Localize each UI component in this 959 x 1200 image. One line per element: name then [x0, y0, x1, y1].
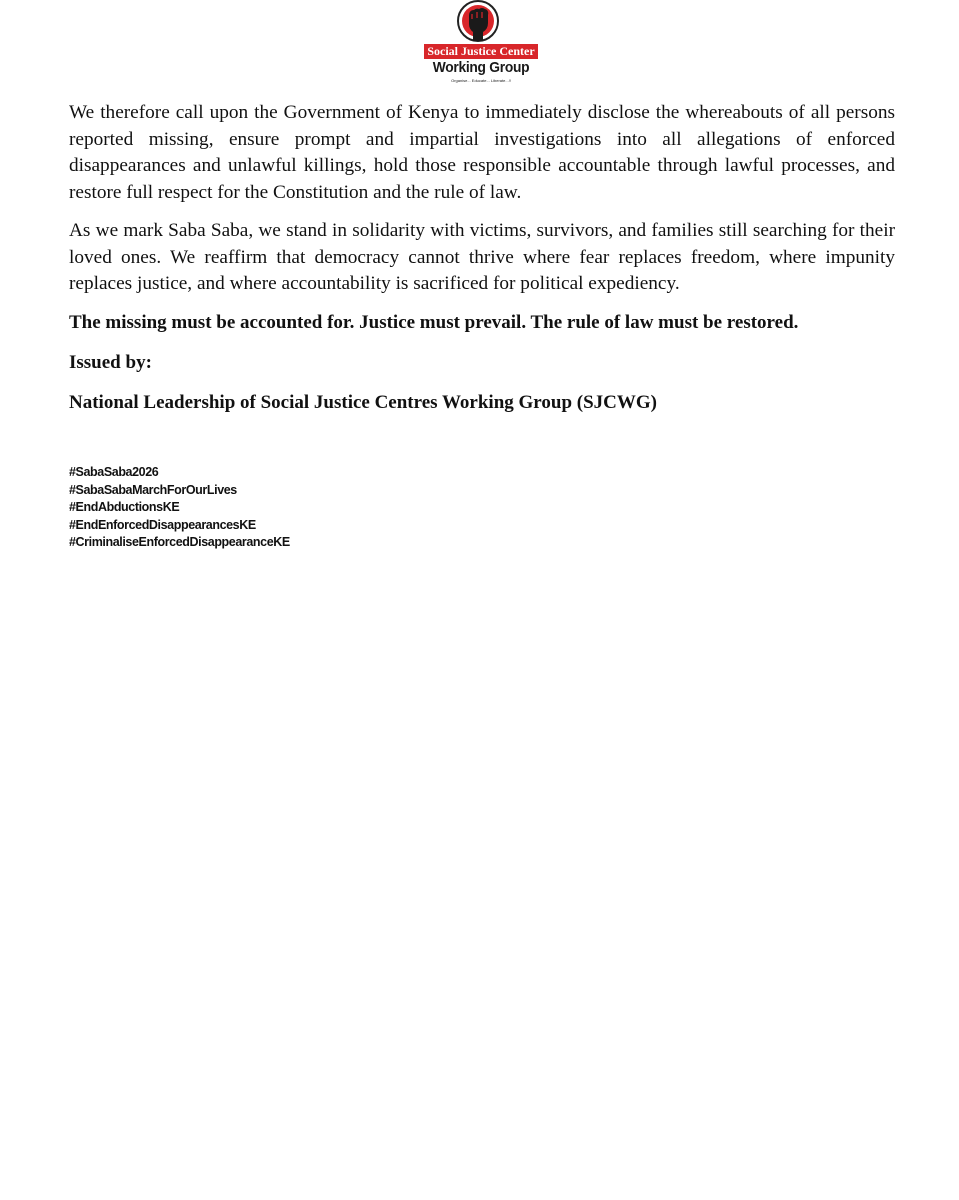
- logo-banner: Social Justice Center: [424, 44, 538, 59]
- hashtag: #SabaSabaMarchForOurLives: [69, 482, 237, 497]
- issuer-name: National Leadership of Social Justice Centres Working Group (SJCWG): [69, 391, 657, 413]
- issued-by-label: Issued by:: [69, 351, 152, 373]
- organization-logo: [418, 0, 544, 88]
- logo-tagline: Organise... Educate... Liberate...!!: [451, 78, 511, 83]
- raised-fist-icon: [452, 0, 504, 44]
- logo-subtitle: Working Group: [432, 59, 530, 76]
- hashtag: #EndAbductionsKE: [69, 500, 180, 515]
- hashtag: #SabaSaba2026: [69, 465, 159, 479]
- hashtag: #EndEnforcedDisappearancesKE: [69, 517, 256, 532]
- paragraph-call-to-action: We therefore call upon the Government of Kenya to immediately disclose the whereabouts of all persons reported missing, ensure prompt and impartial investigations into all allegations of enforced disappearances and unlawful killings, hold those responsible accountable through lawful processes, and restore full respect for the Constitution and the rule of law.: [69, 102, 895, 203]
- paragraph-solidarity: As we mark Saba Saba, we stand in solidarity with victims, survivors, and families still searching for their loved ones. We reaffirm that democracy cannot thrive where fear replaces freedom, where impunity replaces justice, and where accountability is sacrificed for political expediency.: [69, 220, 895, 294]
- statement-body: [69, 100, 895, 430]
- hashtag: #CriminaliseEnforcedDisappearanceKE: [69, 535, 290, 550]
- closing-statement: The missing must be accounted for. Justice must prevail. The rule of law must be restored.: [69, 311, 799, 333]
- hashtag-list: [69, 464, 290, 552]
